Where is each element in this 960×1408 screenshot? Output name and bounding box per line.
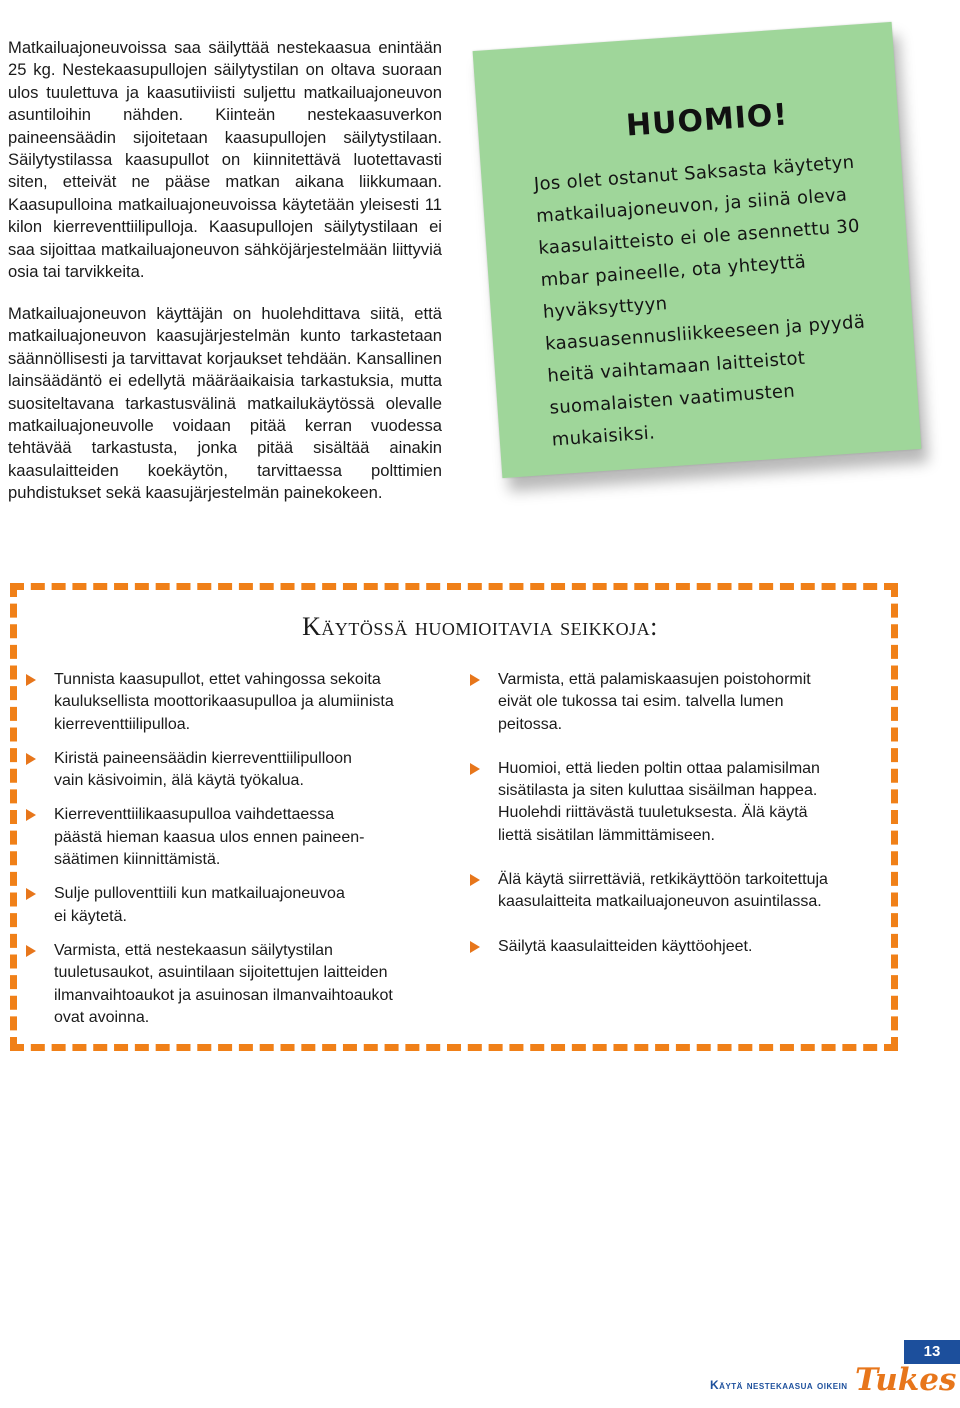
- list-item: [24, 883, 454, 928]
- list-item: [468, 869, 888, 914]
- triangle-bullet-icon: [26, 945, 36, 957]
- note-title: HUOMIO!: [624, 97, 790, 144]
- triangle-bullet-icon: [470, 941, 480, 953]
- tips-right-list: [468, 669, 888, 958]
- list-item: [24, 669, 454, 736]
- intro-paragraph-1: Matkailuajoneuvoissa saa säilyttää nestekaasua enintään 25 kg. Nestekaasupullojen säilytystilan on oltava suoraan ulos tuulettuva ja kaasutiiviisti suljettu matkailuajoneuvon asuntiloihin nähden. Kiinteän nestekaasuverkon paineensäädin sijoitetaan kaasupullojen säilytystilaan. Säilytystilassa kaasupullot on kiinnitettävä luotettavasti siten, etteivät ne pääse matkan aikana liikkumaan. Kaasupulloina matkailuajoneuvoissa käytetään yleisesti 11 kilon kierreventtiilipulloja. Kaasupullojen säilytystilaan ei saa sijoittaa matkailuajoneuvon sähköjärjestelmään liittyviä osia tai tarvikkeita.: [8, 38, 442, 282]
- triangle-bullet-icon: [470, 874, 480, 886]
- footer-tagline: Käytä nestekaasua oikein: [710, 1378, 848, 1392]
- list-item-text: Huomioi, että lieden poltin ottaa palamisilman sisätilasta ja siten kuluttaa sisäilman happea. Huolehdi riittävästä tuuletuksesta. Älä käytä liettä sisätilan lämmittämiseen.: [498, 759, 820, 844]
- list-item: [468, 758, 888, 847]
- triangle-bullet-icon: [26, 809, 36, 821]
- list-item-text: Säilytä kaasulaitteiden käyttöohjeet.: [498, 937, 753, 955]
- list-item-text: Kiristä paineensäädin kierreventtiilipulloon vain käsivoimin, älä käytä työkalua.: [54, 749, 352, 790]
- triangle-bullet-icon: [470, 674, 480, 686]
- list-item: [468, 936, 888, 958]
- note-text: Jos olet ostanut Saksasta käytetyn matkailuajoneuvon, ja siinä oleva kaasulaitteisto ei ole asennettu 30 mbar paineelle, ota yhteyttä hyväksyttyyn kaasuasennusliikkeeseen ja pyydä heitä vaihtamaan laitteistot suomalaisten vaatimusten mukaisiksi.: [533, 151, 866, 451]
- tukes-logo: Tukes: [855, 1362, 957, 1398]
- list-item-text: Kierreventtiilikaasupulloa vaihdettaessa päästä hieman kaasua ulos ennen paineen- säätimen kiinnittämistä.: [54, 806, 365, 869]
- sticky-note: [473, 22, 922, 478]
- triangle-bullet-icon: [26, 753, 36, 765]
- triangle-bullet-icon: [470, 763, 480, 775]
- list-item-text: Varmista, että palamiskaasujen poistohormit eivät ole tukossa tai esim. talvella lumen peitossa.: [498, 671, 811, 733]
- list-item-text: Varmista, että nestekaasun säilytystilan tuuletusaukot, asuintilaan sijoitettujen laitteiden ilmanvaihtoaukot ja asuinosan ilmanvaihtoaukot ovat avoinna.: [54, 941, 393, 1026]
- list-item-text: Sulje pulloventtiili kun matkailuajoneuvoa ei käytetä.: [54, 885, 345, 925]
- intro-paragraph-2: Matkailuajoneuvon käyttäjän on huolehdittava siitä, että matkailuajoneuvon kaasujärjestelmän kunto tarkastetaan säännöllisesti ja tarvittavat korjaukset tehdään. Kansallinen lainsäädäntö ei edellytä määräaikaisia tarkastuksia, mutta suositeltavana tarkastusvälinä matkailukäytössä olevalle matkailuajoneuvolle voidaan pitää kerran vuodessa tehtävää tarkastusta, jonka pitää sisältää ainakin kaasulaitteiden koekäytön, tarvittaessa polttimien puhdistukset sekä kaasujärjestelmän painekokeen.: [8, 304, 442, 503]
- tips-title: Käytössä huomioitavia seikkoja:: [302, 612, 658, 641]
- list-item-text: Tunnista kaasupullot, ettet vahingossa sekoita kauluksellista moottorikaasupulloa ja alumiinista kierreventtiilipulloa.: [54, 671, 394, 733]
- list-item: [24, 748, 454, 793]
- triangle-bullet-icon: [26, 888, 36, 900]
- list-item-text: Älä käytä siirrettäviä, retkikäyttöön tarkoitettuja kaasulaitteita matkailuajoneuvon asuintilassa.: [498, 871, 828, 911]
- list-item: [24, 940, 454, 1029]
- list-item: [24, 804, 454, 871]
- triangle-bullet-icon: [26, 674, 36, 686]
- page-number: 13: [904, 1340, 960, 1364]
- tips-left-list: [24, 669, 454, 1029]
- list-item: [468, 669, 888, 736]
